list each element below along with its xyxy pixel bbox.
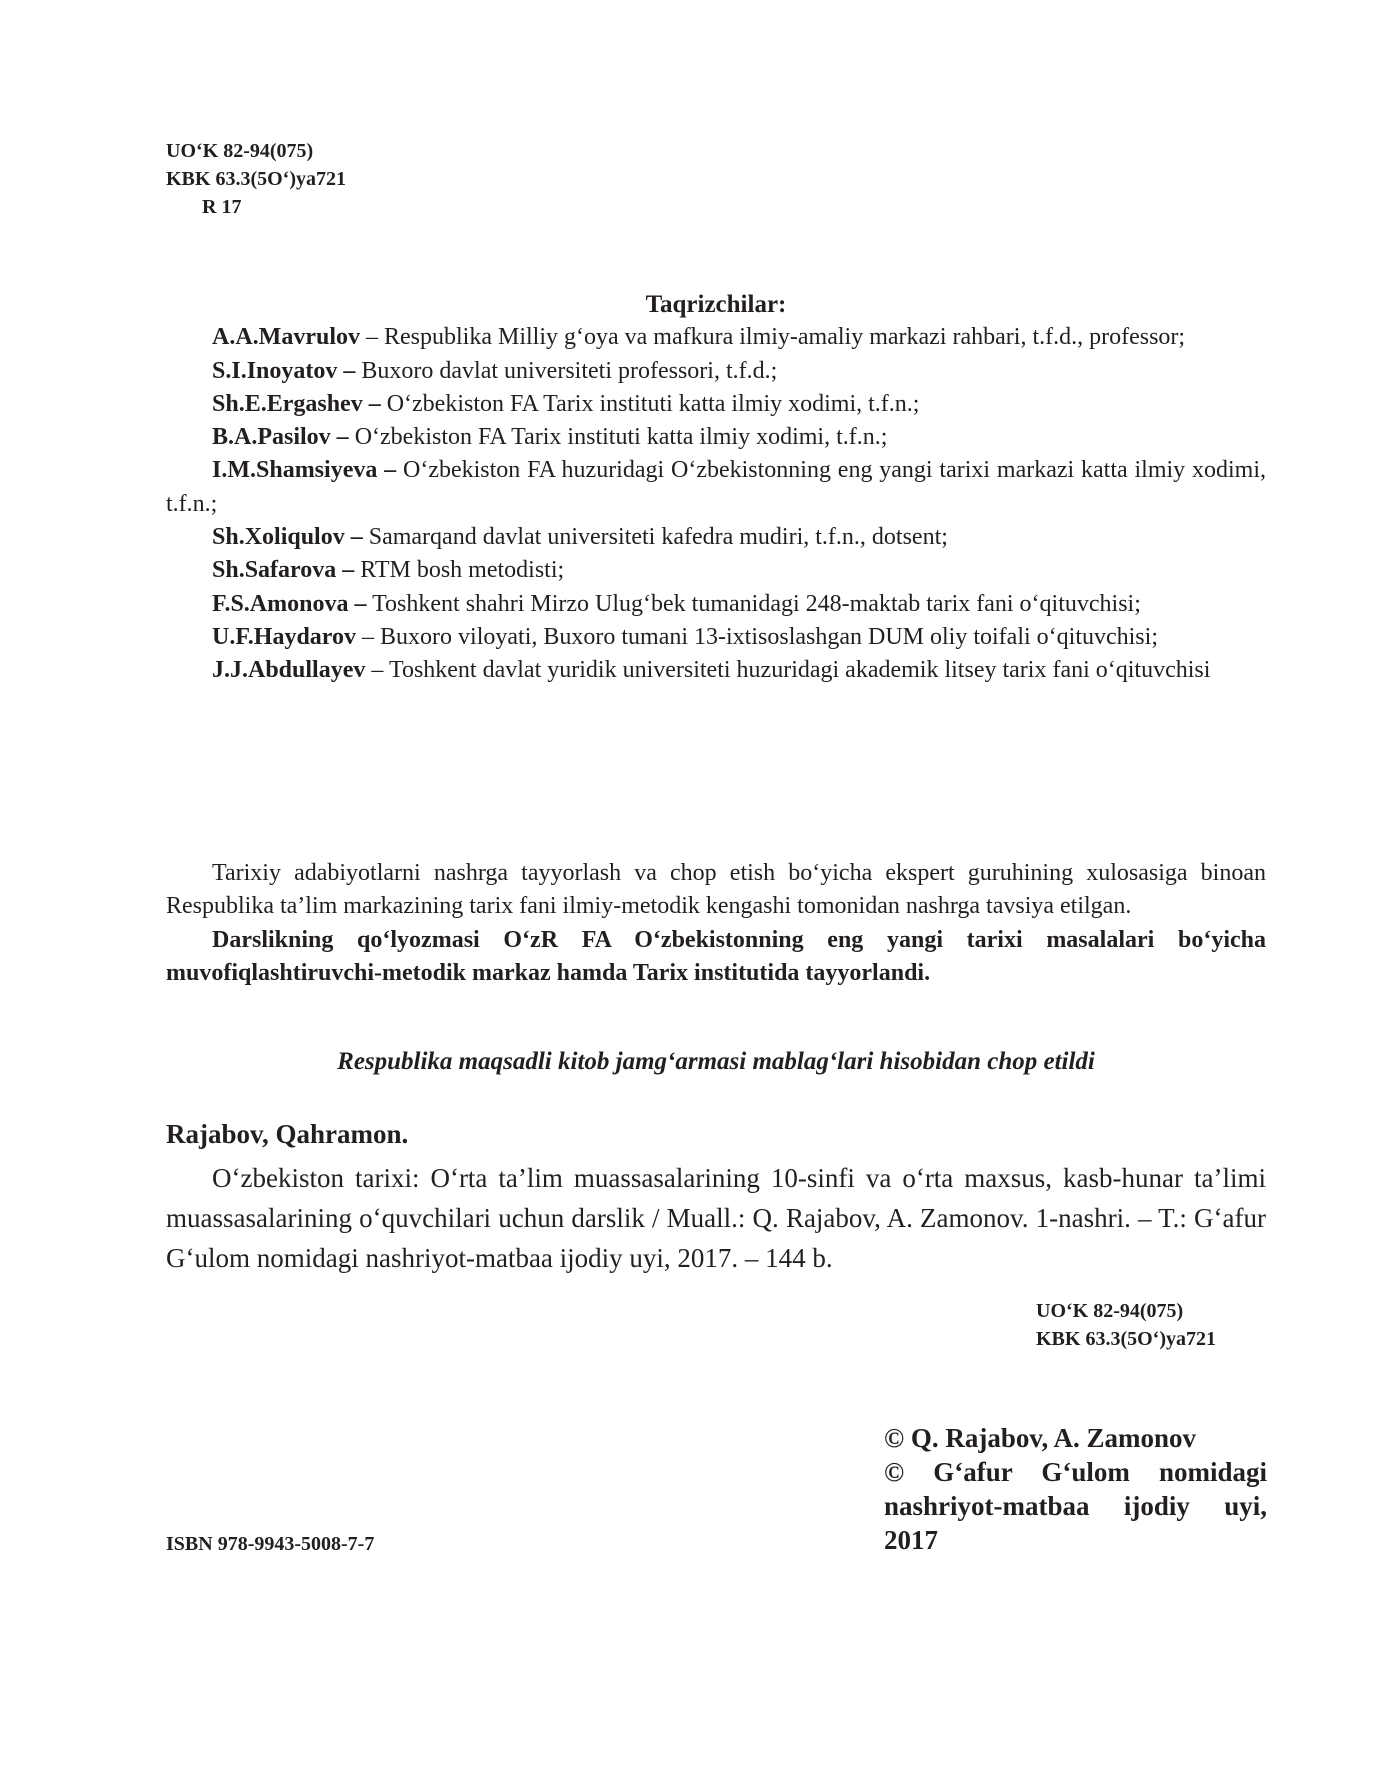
- approval-section: [166, 857, 1266, 990]
- reviewer-position: Respublika Milliy g‘oya va mafkura ilmiy-amaliy markazi rahbari, t.f.d., professor;: [383, 324, 1186, 351]
- reviewer-position: Toshkent davlat yuridik universiteti huzuridagi akademik litsey tarix fani o‘qituvchisi: [388, 657, 1211, 684]
- reviewer-position: Toshkent shahri Mirzo Ulug‘bek tumanidagi 248-maktab tarix fani o‘qituvchisi;: [372, 590, 1141, 617]
- bbk-code: KBK 63.3(5O‘)ya721: [1036, 1328, 1216, 1350]
- classification-codes-top: [166, 137, 346, 221]
- reviewer-entry: [166, 388, 1266, 421]
- reviewer-name: J.J.Abdullayev: [212, 657, 366, 684]
- reviewer-name: F.S.Amonova –: [212, 590, 367, 617]
- isbn: ISBN 978-9943-5008-7-7: [166, 1533, 375, 1555]
- manuscript-note: Darslikning qo‘lyozmasi O‘zR FA O‘zbekistonning eng yangi tarixi masalalari bo‘yicha muvofiqlashtiruvchi-metodik markaz hamda Tarix institutida tayyorlandi.: [166, 926, 1266, 986]
- reviewer-position: O‘zbekiston FA Tarix instituti katta ilmiy xodimi, t.f.n.;: [354, 424, 888, 451]
- recommendation-text: Tarixiy adabiyotlarni nashrga tayyorlash va chop etish bo‘yicha ekspert guruhining xulosasiga binoan Respublika ta’lim markazining tarix fani ilmiy-metodik kengashi tomonidan nashrga tavsiya etilgan.: [166, 860, 1266, 920]
- reviewer-name: B.A.Pasilov –: [212, 424, 349, 451]
- reviewer-entry: [166, 421, 1266, 454]
- bibliographic-record: [166, 1114, 1266, 1278]
- reviewer-name: A.A.Mavrulov: [212, 324, 360, 351]
- reviewer-entry: [166, 654, 1266, 687]
- reviewer-separator: –: [356, 623, 381, 650]
- reviewer-name: U.F.Haydarov: [212, 623, 357, 650]
- reviewer-name: Sh.Safarova –: [212, 557, 355, 584]
- reviewer-position: RTM bosh metodisti;: [360, 557, 565, 584]
- reviewers-section: [166, 288, 1266, 688]
- copyright-block: [884, 1421, 1267, 1557]
- reviewer-separator: [396, 457, 403, 483]
- funding-note: Respublika maqsadli kitob jamg‘armasi mablag‘lari hisobidan chop etildi: [337, 1048, 1095, 1075]
- reviewer-entry: [166, 321, 1266, 354]
- reviewer-entry: [166, 554, 1266, 587]
- author-mark: R 17: [202, 196, 242, 218]
- reviewer-name: I.M.Shamsiyeva –: [212, 457, 397, 484]
- reviewer-position: Buxoro viloyati, Buxoro tumani 13-ixtisoslashgan DUM oliy toifali o‘qituvchisi;: [380, 623, 1158, 650]
- reviewer-entry: [166, 355, 1266, 388]
- reviewer-entry: [166, 521, 1266, 554]
- udc-code: UO‘K 82-94(075): [1036, 1300, 1184, 1322]
- reviewer-entry: [166, 621, 1266, 654]
- reviewer-separator: –: [359, 324, 384, 351]
- reviewer-position: Buxoro davlat universiteti professori, t.f.d.;: [361, 357, 778, 384]
- udc-code: UO‘K 82-94(075): [166, 140, 314, 162]
- bibliographic-description: O‘zbekiston tarixi: O‘rta ta’lim muassasalarining 10-sinfi va o‘rta maxsus, kasb-hunar ta’limi muassasalarining o‘quvchilari uchun darslik / Muall.: Q. Rajabov, A. Zamonov. 1-nashri. – T.: G‘afur G‘ulom nomidagi nashriyot-matbaa ijodiy uyi, 2017. – 144 b.: [166, 1163, 1266, 1273]
- copyright-publisher: © G‘afur G‘ulom nomidagi nashriyot-matbaa ijodiy uyi, 2017: [884, 1457, 1267, 1555]
- reviewer-name: S.I.Inoyatov –: [212, 357, 356, 384]
- reviewer-position: Samarqand davlat universiteti kafedra mudiri, t.f.n., dotsent;: [368, 524, 948, 551]
- classification-codes-bottom: [1036, 1297, 1216, 1353]
- reviewer-position: O‘zbekiston FA Tarix instituti katta ilmiy xodimi, t.f.n.;: [386, 390, 920, 417]
- reviewers-heading: Taqrizchilar:: [645, 291, 787, 318]
- bibliographic-author: Rajabov, Qahramon.: [166, 1119, 409, 1149]
- reviewer-entry: [166, 454, 1266, 521]
- reviewer-separator: –: [365, 657, 389, 684]
- reviewer-name: Sh.E.Ergashev –: [212, 390, 381, 417]
- reviewer-name: Sh.Xoliqulov –: [212, 524, 363, 551]
- reviewer-position: O‘zbekiston FA huzuridagi O‘zbekistonning eng yangi tarixi markazi katta ilmiy xodimi, t.f.n.;: [166, 457, 1266, 517]
- copyright-authors: © Q. Rajabov, A. Zamonov: [884, 1423, 1196, 1453]
- bbk-code: KBK 63.3(5O‘)ya721: [166, 168, 346, 190]
- reviewer-entry: [166, 588, 1266, 621]
